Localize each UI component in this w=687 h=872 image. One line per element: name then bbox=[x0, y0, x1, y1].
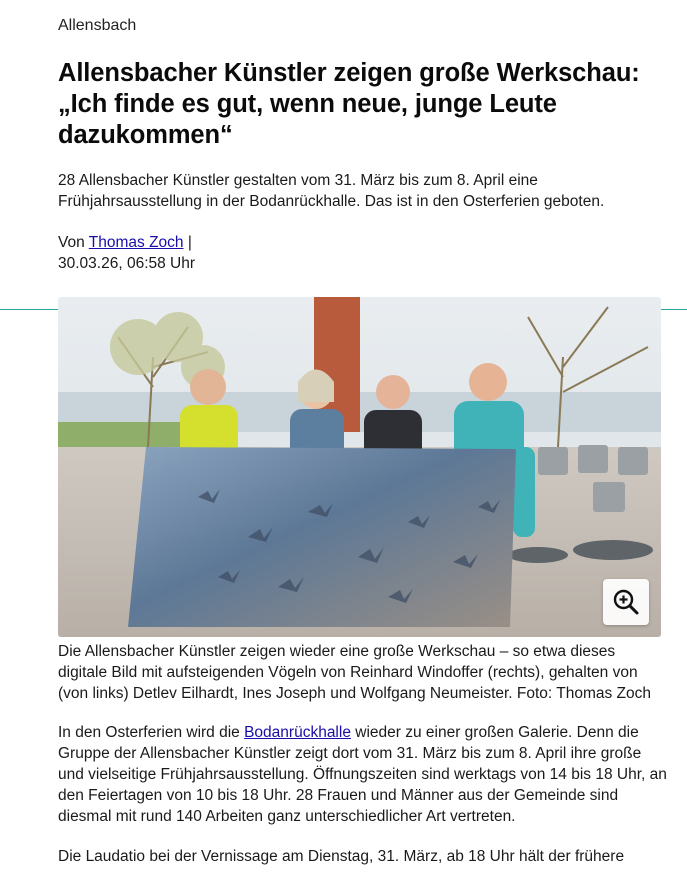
article-teaser: 28 Allensbacher Künstler gestalten vom 31. März bis zum 8. April eine Frühjahrsausstellung in der Bodanrückhalle. Das ist in den Osterferien geboten. bbox=[58, 172, 605, 210]
byline bbox=[58, 232, 192, 253]
author-link[interactable]: Thomas Zoch bbox=[88, 234, 184, 251]
zoom-in-icon bbox=[612, 588, 640, 616]
photo-illustration bbox=[58, 297, 661, 637]
bodanrueckhalle-link[interactable]: Bodanrückhalle bbox=[244, 724, 351, 741]
byline-prefix: Von bbox=[58, 234, 89, 251]
body-paragraph-1 bbox=[58, 722, 668, 827]
publish-date: 30.03.26, 06:58 Uhr bbox=[58, 255, 196, 272]
article-headline: Allensbacher Künstler zeigen große Werkschau: „Ich finde es gut, wenn neue, junge Leute dazukommen“ bbox=[58, 59, 640, 149]
photo-caption: Die Allensbacher Künstler zeigen wieder eine große Werkschau – so etwa dieses digitale Bild mit aufsteigenden Vögeln von Reinhard Windoffer (rechts), gehalten von (von links) Detlev Eilhardt, Ines Joseph und Wolfgang Neumeister. Foto: Thomas Zoch bbox=[58, 643, 652, 702]
zoom-button[interactable] bbox=[603, 579, 649, 625]
article-kicker[interactable]: Allensbach bbox=[58, 17, 137, 34]
paragraph-text: wieder zu einer großen Galerie. Denn die Gruppe der Allensbacher Künstler zeigt dort vom 31. März bis zum 8. April ihre große und vielseitige Frühjahrsausstellung. Öffnungszeiten sind werktags von 14 bis 18 Uhr, an den Feiertagen von 10 bis 18 Uhr. 28 Frauen und Männer aus der Gemeinde sind diesmal mit rund 140 Arbeiten ganz unterschiedlicher Art vertreten. bbox=[58, 724, 667, 825]
article-photo[interactable] bbox=[58, 297, 661, 637]
body-paragraph-2: Die Laudatio bei der Vernissage am Dienstag, 31. März, ab 18 Uhr hält der frühere bbox=[58, 848, 625, 865]
paragraph-text: In den Osterferien wird die bbox=[58, 724, 245, 741]
byline-separator: | bbox=[183, 234, 192, 251]
